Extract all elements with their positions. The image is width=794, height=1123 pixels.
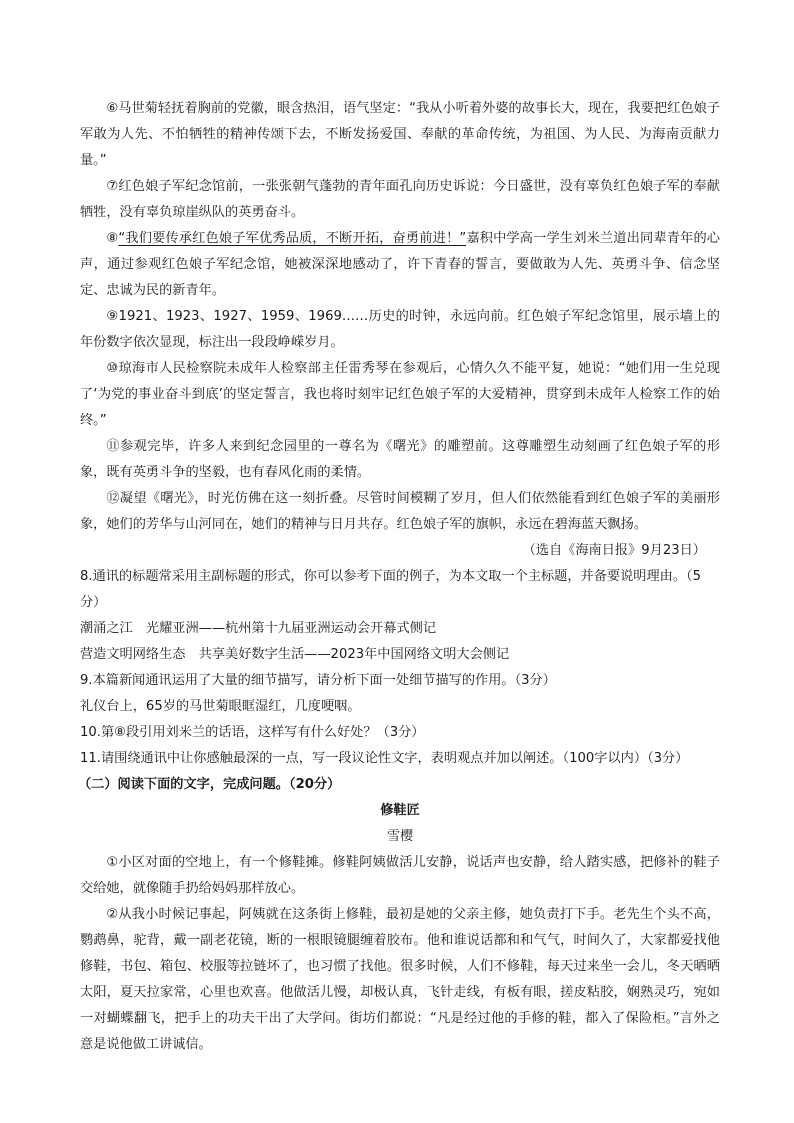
paragraph-6: ⑥马世菊轻抚着胸前的党徽，眼含热泪，语气坚定：“我从小听着外婆的故事长大，现在，我要把红色娘子军敢为人先、不怕牺牲的精神传颂下去，不断发扬爱国、奉献的革命传统，为祖国、为人民、为海南贡献力量。” — [80, 101, 720, 168]
paragraph-9: ⑨1921、1923、1927、1959、1969……历史的时钟，永远向前。红色娘子军纪念馆里，展示墙上的年份数字依次显现，标注出一段段峥嵘岁月。 — [80, 309, 720, 350]
page-content — [80, 96, 720, 1058]
paragraph-11: ⑪参观完毕，许多人来到纪念园里的一尊名为《曙光》的雕塑前。这尊雕塑生动刻画了红色娘子军的形象，既有英勇斗争的坚毅，也有春风化雨的柔情。 — [80, 439, 720, 480]
paragraph-7: ⑦红色娘子军纪念馆前，一张张朝气蓬勃的青年面孔向历史诉说：今日盛世，没有辜负红色娘子军的奉献牺牲，没有辜负琼崖纵队的英勇奋斗。 — [80, 179, 720, 220]
paragraph-8-text: 嘉积中学高一学生刘米兰道出同辈青年的心声，通过参观红色娘子军纪念馆，她被深深地感动了，许下青春的誓言，要做敢为人先、英勇斗争、信念坚定、忠诚为民的新青年。 — [80, 231, 720, 298]
section-2-heading: （二）阅读下面的文字，完成问题。（20分） — [78, 777, 341, 792]
story-paragraph-2: ②从我小时候记事起，阿姨就在这条街上修鞋，最初是她的父亲主修，她负责打下手。老先生个头不高，鹦鹉鼻，驼背，戴一副老花镜，断的一根眼镜腿缠着胶布。他和谁说话都和和气气，时间久了，大家都爱找他修鞋，书包、箱包、校服等拉链坏了，也习惯了找他。很多时候，人们不修鞋，每天过来坐一会儿，冬天晒晒太阳，夏天拉家常，心里也欢喜。他做活儿慢，却极认真，飞针走线，有板有眼，搓皮粘胶，娴熟灵巧，宛如一对蝴蝶翻飞，把手上的功夫干出了大学问。街坊们都说：“凡是经过他的手修的鞋，都入了保险柜。”言外之意是说他做工讲诚信。 — [80, 907, 720, 1052]
paragraph-8-quote: “我们要传承红色娘子军优秀品质，不断开拓，奋勇前进！” — [118, 231, 467, 246]
source-citation: （选自《海南日报》9月23日） — [522, 543, 706, 558]
question-9-detail: 礼仪台上，65岁的马世菊眼眶湿红，几度哽咽。 — [80, 699, 361, 714]
paragraph-8-number: ⑧ — [106, 231, 119, 246]
question-10: 10.第⑧段引用刘米兰的话语，这样写有什么好处？（3分） — [80, 725, 425, 740]
paragraph-12: ⑫凝望《曙光》，时光仿佛在这一刻折叠。尽管时间模糊了岁月，但人们依然能看到红色娘子军的美丽形象，她们的芳华与山河同在，她们的精神与日月共存。红色娘子军的旗帜，永远在碧海蓝天飘扬。 — [80, 491, 720, 532]
story-author: 雪樱 — [386, 829, 414, 844]
question-8: 8.通讯的标题常采用主副标题的形式，你可以参考下面的例子，为本文取一个主标题，并备要说明理由。（5分） — [80, 569, 701, 610]
paragraph-10: ⑩琼海市人民检察院未成年人检察部主任雷秀琴在参观后，心情久久不能平复，她说：“她们用一生兑现了‘为党的事业奋斗到底’的坚定誓言，我也将时刻牢记红色娘子军的大爱精神，贯穿到未成年人检察工作的始终。” — [80, 361, 720, 428]
question-8-example-1: 潮涌之江 光耀亚洲——杭州第十九届亚洲运动会开幕式侧记 — [80, 621, 437, 636]
story-paragraph-1: ①小区对面的空地上，有一个修鞋摊。修鞋阿姨做活儿安静，说话声也安静，给人踏实感，把修补的鞋子交给她，就像随手扔给妈妈那样放心。 — [80, 855, 720, 896]
story-title: 修鞋匠 — [380, 803, 420, 818]
question-8-example-2: 营造文明网络生态 共享美好数字生活——2023年中国网络文明大会侧记 — [80, 647, 510, 662]
question-9: 9.本篇新闻通讯运用了大量的细节描写，请分析下面一处细节描写的作用。（3分） — [80, 673, 556, 688]
question-11: 11.请围绕通讯中让你感触最深的一点，写一段议论性文字，表明观点并加以阐述。（100字以内）（3分） — [80, 751, 689, 766]
paragraph-8 — [80, 226, 720, 304]
